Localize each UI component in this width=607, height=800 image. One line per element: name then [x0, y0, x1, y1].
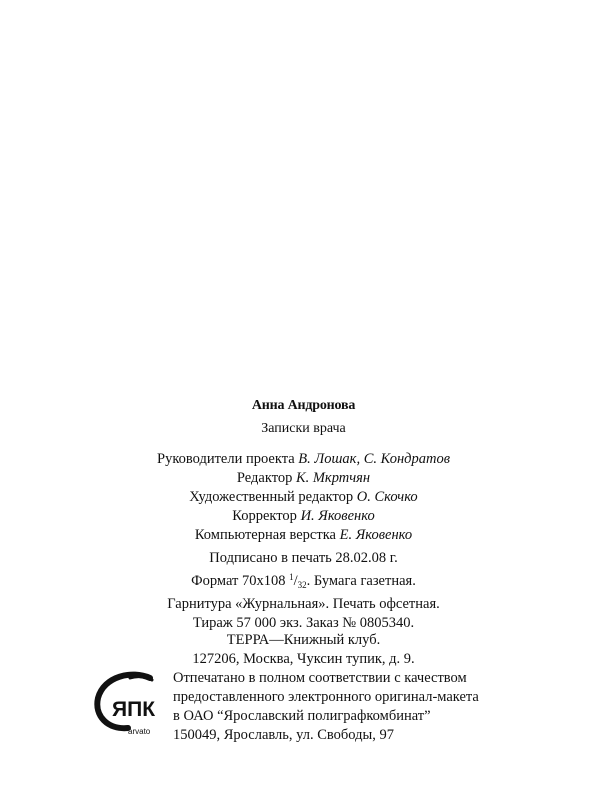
printer-line: Отпечатано в полном соответствии с качеством [173, 670, 467, 686]
printer-logo-icon [92, 670, 170, 740]
logo-mark: ЯПК [112, 698, 156, 721]
publisher-info [0, 631, 607, 669]
credit-name: В. Лошак, С. Кондратов [298, 451, 450, 467]
credit-role: Компьютерная верстка [194, 527, 336, 543]
credit-name: И. Яковенко [300, 508, 375, 524]
credit-row [0, 526, 607, 545]
printer-info [173, 669, 593, 745]
format-suffix: . Бумага газетная. [306, 573, 416, 589]
credit-name: К. Мкртчян [295, 470, 371, 486]
credit-name: О. Скочко [356, 489, 418, 505]
credit-name: Е. Яковенко [339, 527, 413, 543]
credit-row [0, 488, 607, 507]
printer-address: 150049, Ярославль, ул. Свободы, 97 [173, 727, 394, 743]
publisher-name: ТЕРРА—Книжный клуб. [226, 632, 381, 648]
credit-row [0, 450, 607, 469]
printer-line: предоставленного электронного оригинал-макета [173, 689, 479, 705]
run-line: Тираж 57 000 экз. Заказ № 0805340. [192, 615, 415, 631]
format-fraction-numerator: 1 [289, 572, 294, 582]
credit-role: Редактор [236, 470, 293, 486]
format-fraction-denominator: 32 [297, 580, 307, 590]
credit-row [0, 507, 607, 526]
logo-sub: arvato [128, 727, 151, 736]
printer-line: в ОАО “Ярославский полиграфкомбинат” [173, 708, 431, 724]
signed-line: Подписано в печать 28.02.08 г. [209, 550, 398, 566]
credit-row [0, 469, 607, 488]
printer-logo [92, 670, 170, 740]
credits-list [0, 450, 607, 545]
format-prefix: Формат 70x108 [191, 573, 290, 589]
credit-role: Художественный редактор [189, 489, 354, 505]
author-name: Анна Андронова [251, 398, 356, 413]
format-line [0, 568, 607, 595]
publisher-address: 127206, Москва, Чуксин тупик, д. 9. [192, 651, 415, 667]
book-title: Записки врача [261, 421, 346, 436]
credit-role: Руководители проекта [157, 451, 295, 467]
format-fraction-separator: / [293, 573, 298, 589]
credit-role: Корректор [232, 508, 297, 524]
print-info [0, 549, 607, 633]
typeface-line: Гарнитура «Журнальная». Печать офсетная. [167, 596, 440, 612]
